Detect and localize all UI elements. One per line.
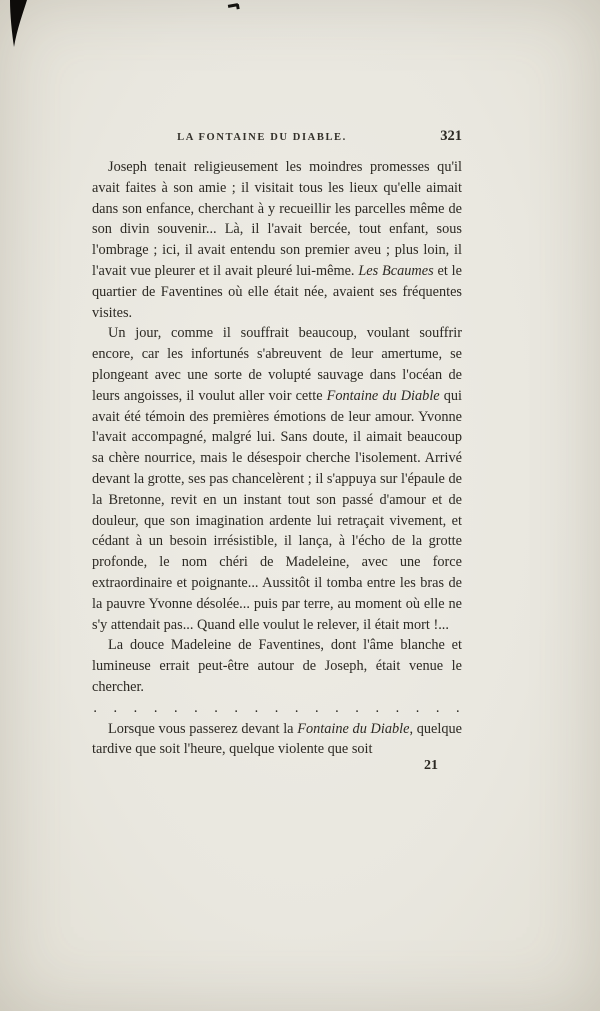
page-number: 321 <box>440 128 462 144</box>
ink-smudge-artifact <box>228 3 238 8</box>
text-area <box>92 128 462 775</box>
paragraph: Lorsque vous passerez devant la Fontaine du Diable, quelque tardive que soit l'heure, quelque violente que soit <box>92 720 463 758</box>
paragraph: Un jour, comme il souffrait beaucoup, voulant souffrir encore, car les infortunés s'abreuvent de leur amertume, se plongeant avec une sorte de volupté sauvage dans l'océan de leurs angoisses, il voulut aller voir cette Fontaine du Diable qui avait été témoin des premières émotions de leur amour. Yvonne l'avait accompagné, malgré lui. Sans doute, il aimait beaucoup sa chère nourrice, mais le désespoir cherche l'isolement. Arrivé devant la grotte, ses pas chancelèrent ; il s'appuya sur l'épaule de la Bretonne, revit en un instant tout son passé d'amour et de douleur, que son imagination ardente lui retraçait vivement, et cédant à un besoin irrésistible, il lança, à l'écho de la grotte profonde, le nom chéri de Madeleine, avec une force extraordinaire et poignante... Aussitôt il tomba entre les bras de la pauvre Yvonne désolée... puis par terre, au moment où elle ne s'y attendait pas... Quand elle voulut le relever, il était mort !... <box>92 325 462 633</box>
paragraph: Joseph tenait religieusement les moindres promesses qu'il avait faites à son amie ; il visitait tous les lieux qu'elle aimait dans son enfance, cherchant à y recueillir les parcelles même de son divin souvenir... Là, il l'avait bercée, tout enfant, sous l'ombrage ; ici, il avait entendu son premier aveu ; plus loin, il l'avait vue pleurer et il avait pleuré lui-même. Les Bcaumes et le quartier de Faventines où elle était née, avaient ses fréquentes visites. <box>92 159 462 321</box>
body-text-main <box>92 157 462 698</box>
paragraph: La douce Madeleine de Faventines, dont l'âme blanche et lumineuse errait peut-être autour de Joseph, était venue le chercher. <box>92 637 462 695</box>
body-text-closing <box>92 719 462 761</box>
running-head-title: LA FONTAINE DU DIABLE. <box>177 132 347 143</box>
dotted-separator: . . . . . . . . . . . . . . . . . . . <box>93 699 461 716</box>
torn-corner-ink-artifact <box>8 0 34 50</box>
running-head <box>92 128 462 146</box>
printer-signature-mark: 21 <box>424 758 438 774</box>
